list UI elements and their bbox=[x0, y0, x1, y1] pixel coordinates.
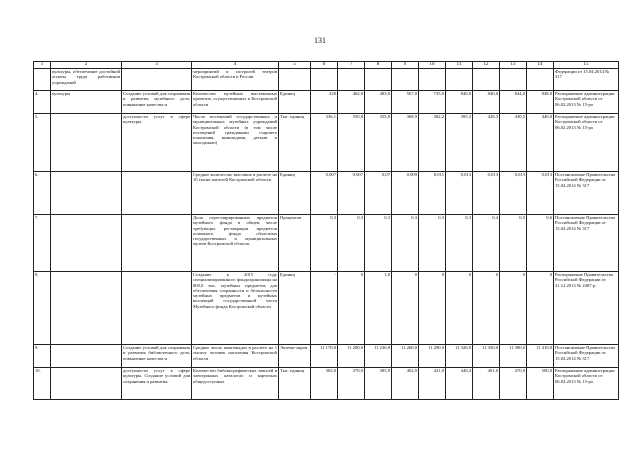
value-cell: 395,3 bbox=[446, 114, 473, 172]
value-cell: 461,0 bbox=[473, 368, 500, 400]
column-header: 2 bbox=[51, 62, 122, 69]
column-header: 13 bbox=[500, 62, 527, 69]
value-cell: 11 350,0 bbox=[473, 345, 500, 368]
column-header: 14 bbox=[527, 62, 554, 69]
value-cell: 440,0 bbox=[527, 114, 554, 172]
objective-cell: доступности услуг в сфере культуры. Создание условий для сохранения и развития bbox=[122, 368, 192, 400]
unit-cell: Тыс. единиц bbox=[279, 114, 311, 172]
value-cell: 0,3 bbox=[311, 215, 338, 272]
value-cell: 0 bbox=[392, 272, 419, 345]
unit-cell: Единиц bbox=[279, 172, 311, 215]
column-header: 12 bbox=[473, 62, 500, 69]
value-cell: 430,5 bbox=[500, 114, 527, 172]
table-row bbox=[34, 272, 619, 345]
value-cell: 0,013 bbox=[446, 172, 473, 215]
value-cell: 11 290,0 bbox=[419, 345, 446, 368]
objective-cell bbox=[122, 215, 192, 272]
value-cell: 0,007 bbox=[338, 172, 365, 215]
objective-cell: Создание условий для сохранения и развития музейного дела, повышение качества и bbox=[122, 91, 192, 114]
indicator-cell: Создание к 2015 году специализированного фондохранилища на 800,0 тыс. музейных предметов для обеспечения сохранности и безопасности музейных предметов и музейных коллекций государственной части Музейного фонда Костромской области bbox=[192, 272, 279, 345]
value-cell: 11 170,0 bbox=[311, 345, 338, 368]
task-cell bbox=[51, 368, 122, 400]
value-cell: 11 200,0 bbox=[338, 345, 365, 368]
value-cell bbox=[392, 69, 419, 91]
value-cell: 0 bbox=[527, 272, 554, 345]
value-cell: 735,0 bbox=[419, 91, 446, 114]
row-number-cell: 5. bbox=[34, 114, 51, 172]
unit-cell: Единиц bbox=[279, 272, 311, 345]
task-cell bbox=[51, 215, 122, 272]
basis-cell: Распоряжение администрации Костромской области от 06.02.2013 № 15-ра bbox=[554, 91, 619, 114]
objective-cell: доступности услуг в сфере культуры. bbox=[122, 114, 192, 172]
value-cell: 355,8 bbox=[365, 114, 392, 172]
column-header: 8 bbox=[365, 62, 392, 69]
basis-cell: Постановление Правительства Российской Федерации от 15.04.2014 № 317 bbox=[554, 345, 619, 368]
value-cell: 370,0 bbox=[338, 368, 365, 400]
table-row bbox=[34, 69, 619, 91]
task-cell bbox=[51, 345, 122, 368]
value-cell: - bbox=[311, 272, 338, 345]
value-cell: 0,011 bbox=[419, 172, 446, 215]
column-header: 7 bbox=[338, 62, 365, 69]
task-cell bbox=[51, 172, 122, 215]
indicator-cell: Количество музейных выставочных проектов, осуществляемых в Костромской области bbox=[192, 91, 279, 114]
column-number-row bbox=[34, 62, 619, 69]
value-cell: 0 bbox=[446, 272, 473, 345]
column-header: 3 bbox=[122, 62, 192, 69]
task-cell: культуры bbox=[51, 91, 122, 114]
row-number-cell: 8. bbox=[34, 272, 51, 345]
value-cell: 0,3 bbox=[365, 215, 392, 272]
value-cell: 483,0 bbox=[365, 91, 392, 114]
indicator-cell: Количество библиографических записей в электронных каталогах и карточках общедоступных bbox=[192, 368, 279, 400]
row-number-cell: 7. bbox=[34, 215, 51, 272]
objective-cell bbox=[122, 69, 192, 91]
value-cell bbox=[338, 69, 365, 91]
value-cell: 0 bbox=[338, 272, 365, 345]
value-cell: 470,0 bbox=[500, 368, 527, 400]
table-row bbox=[34, 215, 619, 272]
indicator-cell: Среднее количество выставок в расчете на 10 тысяч жителей Костромской области bbox=[192, 172, 279, 215]
unit-cell: Процентов bbox=[279, 215, 311, 272]
value-cell: 420 bbox=[311, 91, 338, 114]
value-cell: 440,4 bbox=[446, 368, 473, 400]
value-cell: 0,007 bbox=[311, 172, 338, 215]
value-cell: 462,0 bbox=[338, 91, 365, 114]
column-header: 6 bbox=[311, 62, 338, 69]
value-cell: 365,0 bbox=[311, 368, 338, 400]
value-cell: 336,1 bbox=[311, 114, 338, 172]
value-cell bbox=[473, 69, 500, 91]
column-header: 9 bbox=[392, 62, 419, 69]
value-cell: 350,8 bbox=[338, 114, 365, 172]
row-number-cell: 9. bbox=[34, 345, 51, 368]
basis-cell: Постановление Правительства Российской Федерации от 15.04.2014 № 317 bbox=[554, 215, 619, 272]
value-cell bbox=[311, 69, 338, 91]
value-cell: 840,0 bbox=[473, 91, 500, 114]
column-header: 10 bbox=[419, 62, 446, 69]
value-cell: 11 230,0 bbox=[365, 345, 392, 368]
table-row bbox=[34, 172, 619, 215]
column-header: 11 bbox=[446, 62, 473, 69]
unit-cell: Тыс. единиц bbox=[279, 368, 311, 400]
value-cell: 0,3 bbox=[392, 215, 419, 272]
row-number-cell: 10. bbox=[34, 368, 51, 400]
value-cell: 1,0 bbox=[365, 272, 392, 345]
objective-cell bbox=[122, 172, 192, 215]
row-number-cell: 4. bbox=[34, 91, 51, 114]
objective-cell: Создание условий для сохранения и развития библиотечного дела, повышение качества и bbox=[122, 345, 192, 368]
indicator-cell: Число посещений государственных и муниципальных музейных учреждений Костромской области (в том числе посещений гражданами старшего поколения, инвалидами, детьми и молодежью) bbox=[192, 114, 279, 172]
value-cell: 0,013 bbox=[527, 172, 554, 215]
unit-cell bbox=[279, 69, 311, 91]
table-row bbox=[34, 368, 619, 400]
value-cell: 0,013 bbox=[500, 172, 527, 215]
indicator-cell: Среднее число книговыдач в расчете на 1 тысячу человек населения Костромской области bbox=[192, 345, 279, 368]
value-cell: 11 320,0 bbox=[446, 345, 473, 368]
value-cell: 0,3 bbox=[446, 215, 473, 272]
table-row bbox=[34, 114, 619, 172]
value-cell: 382,2 bbox=[419, 114, 446, 172]
column-header: 15 bbox=[554, 62, 619, 69]
indicator-cell: мероприятий и гастролей театров Костромской области в России bbox=[192, 69, 279, 91]
objective-cell bbox=[122, 272, 192, 345]
value-cell: 0 bbox=[500, 272, 527, 345]
value-cell: 11 380,0 bbox=[500, 345, 527, 368]
column-header: 1 bbox=[34, 62, 51, 69]
value-cell: 0,5 bbox=[500, 215, 527, 272]
basis-cell: Распоряжение Правительства Российской Федерации от 21.12.2013 № 2487-р bbox=[554, 272, 619, 345]
table-row bbox=[34, 91, 619, 114]
value-cell: 11 260,0 bbox=[392, 345, 419, 368]
value-cell bbox=[419, 69, 446, 91]
basis-cell: Распоряжение администрации Костромской области от 06.02.2013 № 15-ра bbox=[554, 368, 619, 400]
table-row bbox=[34, 345, 619, 368]
value-cell: 368,9 bbox=[392, 114, 419, 172]
value-cell: 0 bbox=[473, 272, 500, 345]
column-header: 5 bbox=[279, 62, 311, 69]
value-cell: 428,3 bbox=[473, 114, 500, 172]
value-cell: 402,9 bbox=[392, 368, 419, 400]
value-cell: 0 bbox=[419, 272, 446, 345]
value-cell: 421,0 bbox=[419, 368, 446, 400]
value-cell: 0,009 bbox=[392, 172, 419, 215]
value-cell: 0,6 bbox=[527, 215, 554, 272]
value-cell bbox=[527, 69, 554, 91]
basis-cell: Постановление Правительства Российской Федерации от 15.04.2014 № 317 bbox=[554, 172, 619, 215]
indicators-table bbox=[33, 61, 619, 400]
page-number: 131 bbox=[314, 36, 326, 45]
unit-cell: Экземп-ляров bbox=[279, 345, 311, 368]
row-number-cell bbox=[34, 69, 51, 91]
task-cell: культуры, обеспечение достойной оплаты труда работников учреждений bbox=[51, 69, 122, 91]
value-cell bbox=[365, 69, 392, 91]
value-cell: 567,0 bbox=[392, 91, 419, 114]
value-cell: 0,3 bbox=[338, 215, 365, 272]
value-cell: 385,9 bbox=[365, 368, 392, 400]
value-cell: 11 410,0 bbox=[527, 345, 554, 368]
value-cell: 0,013 bbox=[473, 172, 500, 215]
value-cell: 0,07 bbox=[365, 172, 392, 215]
value-cell bbox=[500, 69, 527, 91]
basis-cell: Распоряжение администрации Костромской области от 06.02.2013 № 15-ра bbox=[554, 114, 619, 172]
value-cell: 0,4 bbox=[473, 215, 500, 272]
column-header: 4 bbox=[192, 62, 279, 69]
task-cell bbox=[51, 114, 122, 172]
value-cell: 500,0 bbox=[527, 368, 554, 400]
value-cell: 840,0 bbox=[446, 91, 473, 114]
basis-cell: Федерации от 15.04.2014 № 317 bbox=[554, 69, 619, 91]
value-cell bbox=[446, 69, 473, 91]
unit-cell: Единиц bbox=[279, 91, 311, 114]
indicator-cell: Доля отреставрированных предметов музейного фонда в общем числе требующих реставрации предметов основного фонда областных государственных и муниципальных музеев Костромской области bbox=[192, 215, 279, 272]
task-cell bbox=[51, 272, 122, 345]
value-cell: 844,0 bbox=[500, 91, 527, 114]
row-number-cell: 6. bbox=[34, 172, 51, 215]
value-cell: 0,3 bbox=[419, 215, 446, 272]
value-cell: 848,0 bbox=[527, 91, 554, 114]
